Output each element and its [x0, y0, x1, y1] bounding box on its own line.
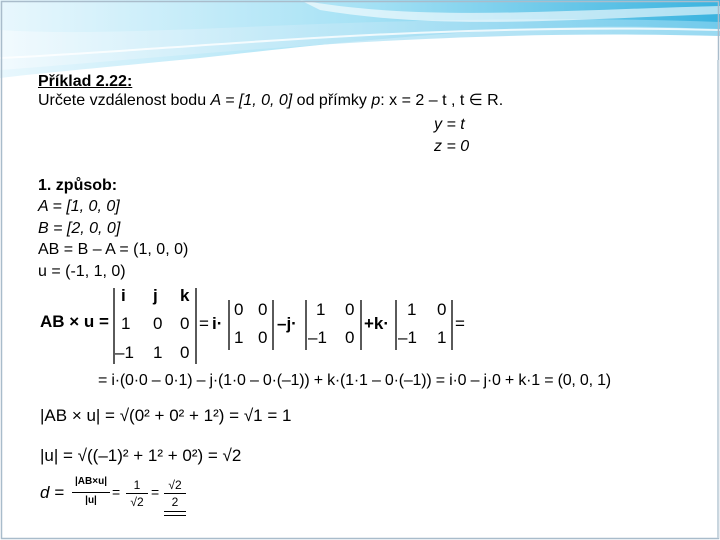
- colon: :: [380, 92, 390, 109]
- method-vector-ab: AB = B – A = (1, 0, 0): [38, 241, 189, 258]
- minor-k-cell: 1: [437, 328, 447, 347]
- norm-abxu: |AB × u| = √(0² + 0² + 1²) = √1 = 1: [40, 406, 292, 425]
- det-header-j: j: [153, 286, 158, 305]
- equals-sign: =: [151, 484, 160, 500]
- method-label: 1. způsob:: [38, 177, 118, 194]
- frac2-denominator: √2: [130, 495, 144, 509]
- frac2-numerator: 1: [133, 478, 141, 492]
- equals-sign: =: [112, 484, 121, 500]
- unit-j: –j·: [277, 314, 297, 333]
- method-vector-u: u = (-1, 1, 0): [38, 263, 126, 280]
- minor-i-cell: 1: [234, 328, 244, 347]
- method-point-b: B = [2, 0, 0]: [38, 220, 121, 237]
- frac2-bar: [126, 493, 148, 494]
- det-header-k: k: [180, 286, 190, 305]
- param-y: y = t: [434, 116, 465, 133]
- det-header-i: i: [121, 286, 126, 305]
- method-point-a: A = [1, 0, 0]: [38, 198, 120, 215]
- distance-label: d =: [40, 483, 65, 502]
- det-cell: 0: [180, 343, 190, 362]
- point-a-definition: A = [1, 0, 0]: [210, 92, 293, 109]
- minor-j-cell: 0: [345, 300, 355, 319]
- unit-i: i·: [212, 314, 223, 333]
- frac3-bar: [164, 493, 186, 494]
- frac3-denominator: 2: [171, 495, 179, 509]
- example-title: Příklad 2.22:: [38, 73, 133, 90]
- frac1-bar: [72, 492, 110, 493]
- frac1-numerator: |AB×u|: [75, 476, 107, 487]
- minor-j-cell: –1: [308, 328, 327, 347]
- frac1-denominator: |u|: [85, 495, 97, 506]
- minor-j-cell: 1: [316, 300, 326, 319]
- minor-k-cell: 0: [437, 300, 447, 319]
- minor-i-cell: 0: [258, 328, 268, 347]
- equals-sign: =: [199, 314, 209, 333]
- minor-i-cell: 0: [258, 300, 268, 319]
- minor-k-cell: –1: [398, 328, 417, 347]
- frac3-numerator: √2: [168, 478, 182, 492]
- cross-product-lhs: AB × u =: [40, 312, 109, 331]
- det-cell: 0: [153, 314, 163, 333]
- norm-u: |u| = √((–1)² + 1² + 0²) = √2: [40, 446, 242, 465]
- minor-i-cell: 0: [234, 300, 244, 319]
- det-cell: 1: [121, 314, 131, 333]
- param-x: x = 2 – t , t ∈ R.: [389, 92, 504, 109]
- minor-j-cell: 0: [345, 328, 355, 347]
- det-cell: –1: [115, 343, 134, 362]
- line-p-name: p: [371, 92, 381, 109]
- det-cell: 1: [153, 343, 163, 362]
- task-mid: od přímky: [292, 92, 372, 109]
- task-prefix: Určete vzdálenost bodu: [38, 92, 211, 109]
- cross-product-expansion: = i·(0·0 – 0·1) – j·(1·0 – 0·(–1)) + k·(1·1 – 0·(–1)) = i·0 – j·0 + k·1 = (0, 0, 1): [98, 372, 611, 389]
- det-cell: 0: [180, 314, 190, 333]
- equals-sign: =: [455, 314, 465, 333]
- unit-k: +k·: [364, 314, 390, 333]
- minor-k-cell: 1: [407, 300, 417, 319]
- param-z: z = 0: [434, 138, 470, 155]
- result-double-underline: [164, 511, 186, 516]
